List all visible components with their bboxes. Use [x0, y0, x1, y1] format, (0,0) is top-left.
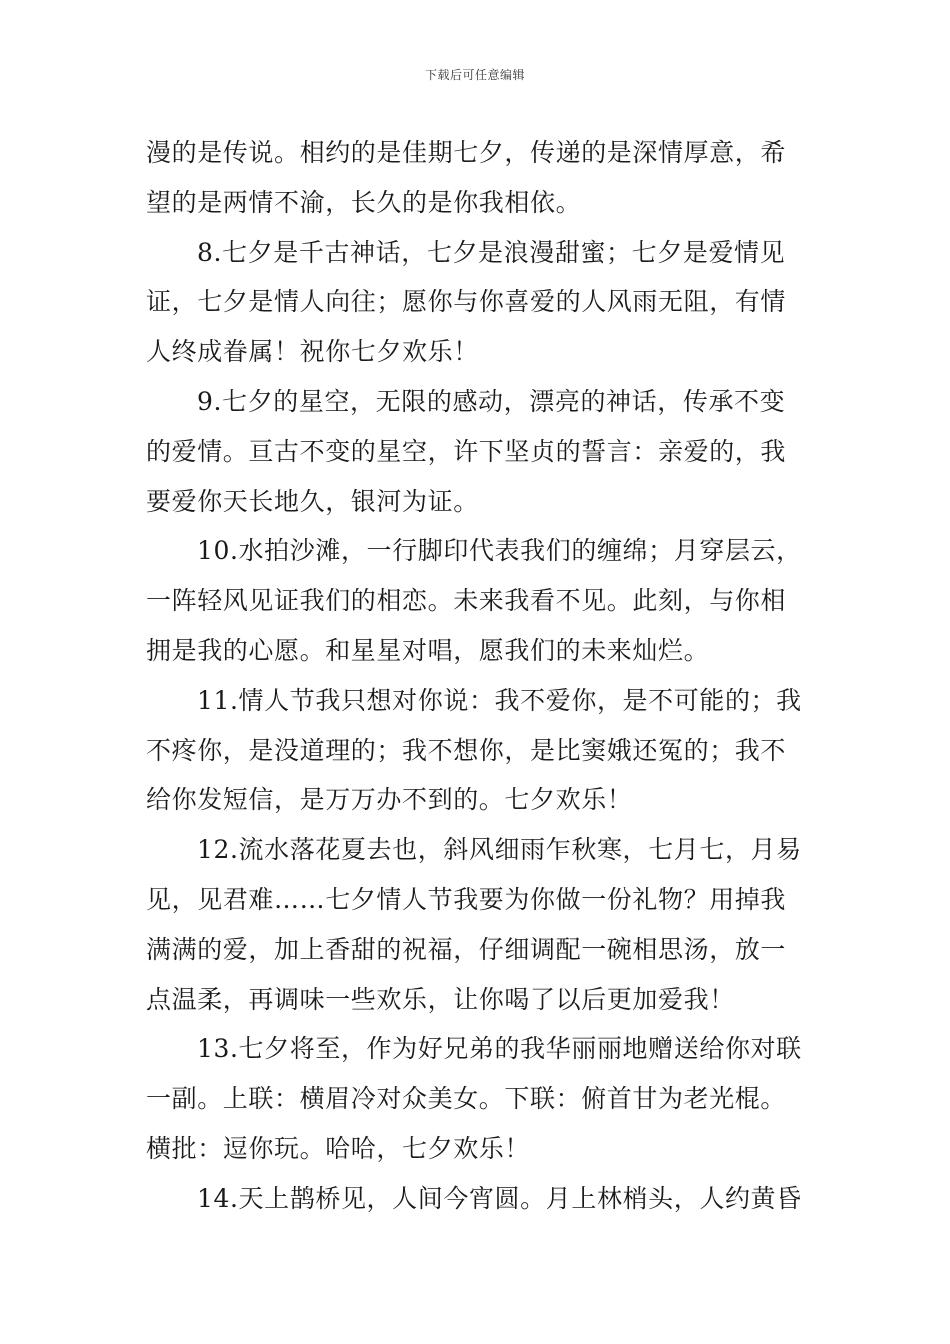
paragraph-start-line: 12.流水落花夏去也，斜风细雨乍秋寒，七月七，月易: [197, 835, 802, 865]
text-line: 见，见君难……七夕情人节我要为你做一份礼物？用掉我: [146, 884, 787, 914]
paragraph-start-line: 8.七夕是千古神话，七夕是浪漫甜蜜；七夕是爱情见: [197, 237, 786, 267]
text-line: 横批：逗你玩。哈哈，七夕欢乐！: [146, 1133, 531, 1163]
paragraph-start-line: 13.七夕将至，作为好兄弟的我华丽丽地赠送给你对联: [197, 1034, 802, 1064]
text-line: 证，七夕是情人向往；愿你与你喜爱的人风雨无阻，有情: [146, 287, 787, 317]
paragraph-start-line: 11.情人节我只想对你说：我不爱你，是不可能的；我: [197, 685, 802, 715]
text-line: 拥是我的心愿。和星星对唱，愿我们的未来灿烂。: [146, 635, 710, 665]
text-line: 一副。上联：横眉冷对众美女。下联：俯首甘为老光棍。: [146, 1084, 787, 1114]
text-line: 不疼你，是没道理的；我不想你，是比窦娥还冤的；我不: [146, 735, 787, 765]
text-line: 点温柔，再调味一些欢乐，让你喝了以后更加爱我！: [146, 984, 735, 1014]
text-line: 要爱你天长地久，银河为证。: [146, 486, 479, 516]
page-header: 下载后可任意编辑: [424, 68, 525, 82]
text-line: 满满的爱，加上香甜的祝福，仔细调配一碗相思汤，放一: [146, 934, 787, 964]
text-line: 人终成眷属！祝你七夕欢乐！: [146, 337, 479, 367]
paragraph-start-line: 9.七夕的星空，无限的感动，漂亮的神话，传承不变: [197, 386, 786, 416]
text-line: 漫的是传说。相约的是佳期七夕，传递的是深情厚意，希: [146, 138, 787, 167]
text-line: 的爱情。亘古不变的星空，许下坚贞的誓言：亲爱的，我: [146, 436, 787, 466]
paragraph-start-line: 10.水拍沙滩，一行脚印代表我们的缠绵；月穿层云，: [197, 536, 802, 566]
text-line: 给你发短信，是万万办不到的。七夕欢乐！: [146, 785, 633, 815]
document-body: [146, 128, 808, 1224]
text-line: 望的是两情不渝，长久的是你我相依。: [146, 187, 582, 217]
text-line: 一阵轻风见证我们的相恋。未来我看不见。此刻，与你相: [146, 586, 787, 616]
paragraph-start-line: 14.天上鹊桥见，人间今宵圆。月上林梢头，人约黄昏: [197, 1183, 802, 1213]
